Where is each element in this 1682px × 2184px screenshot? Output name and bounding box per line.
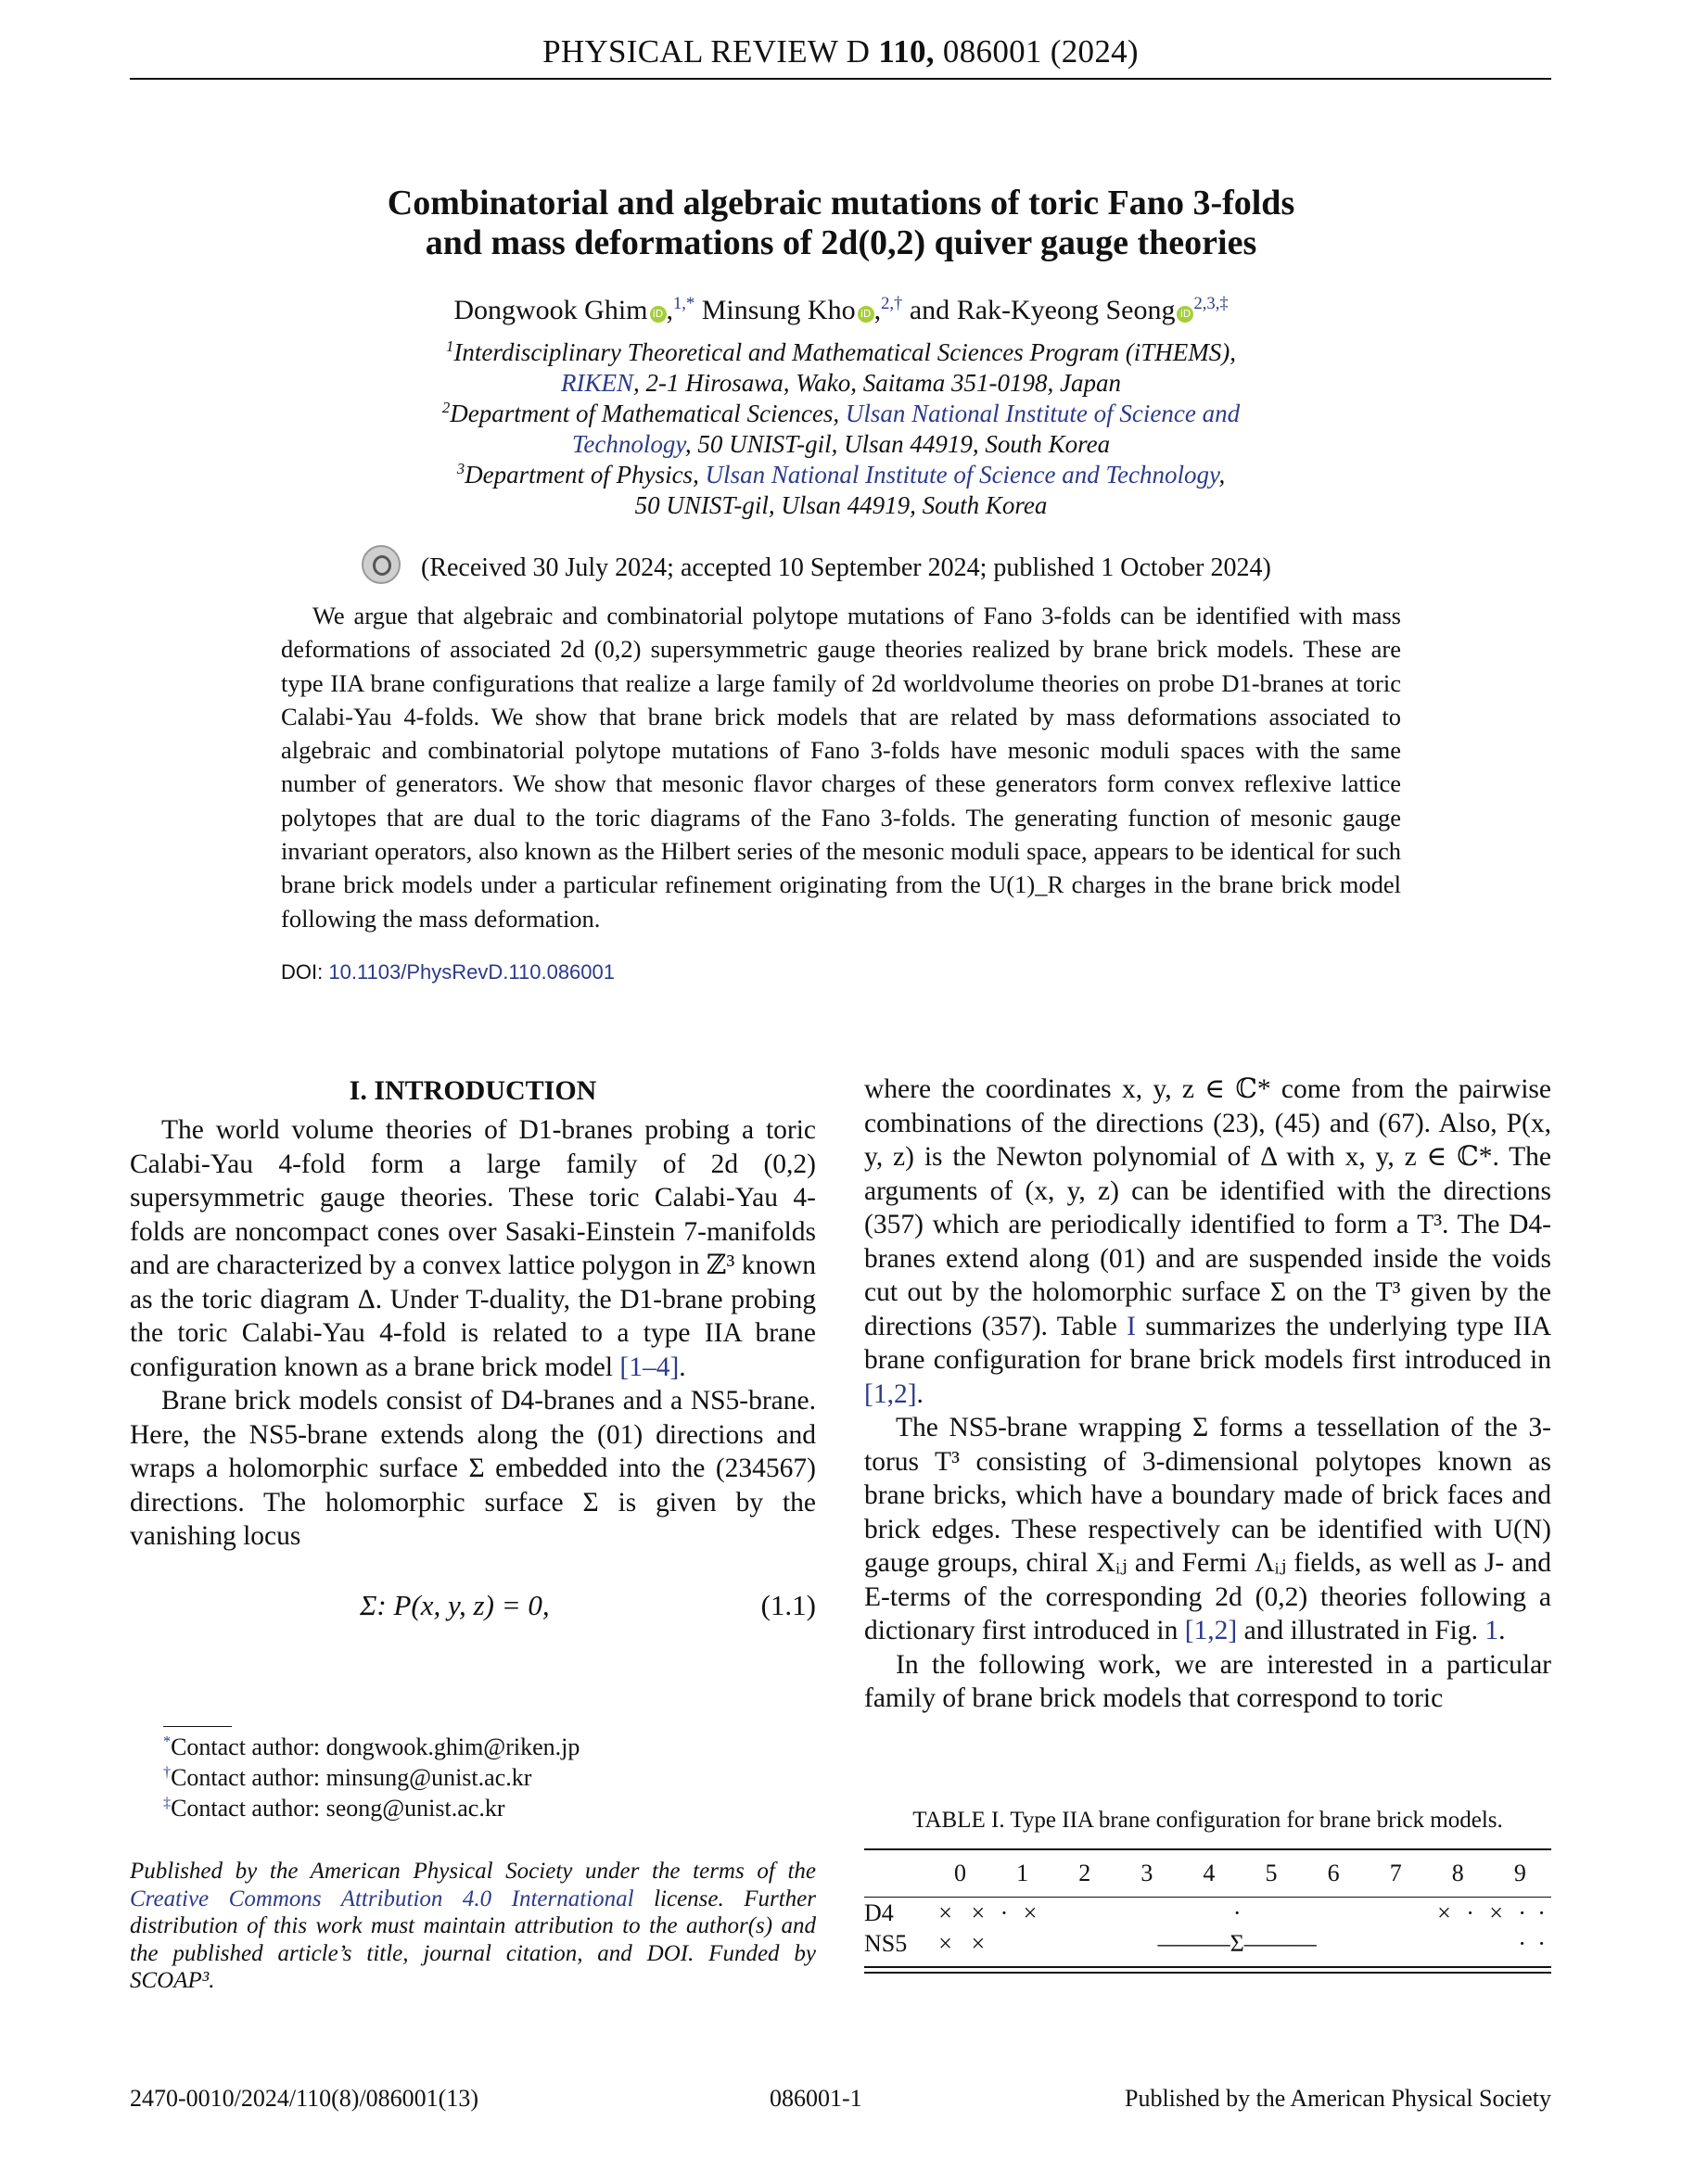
citation-link[interactable]: [1,2]: [864, 1378, 917, 1409]
orcid-icon[interactable]: iD: [650, 306, 667, 323]
table-cell: [995, 1928, 1014, 1959]
footer-issn: 2470-0010/2024/110(8)/086001(13): [130, 2085, 478, 2112]
table-header-row: [864, 1850, 1551, 1897]
journal-volume: 110,: [878, 33, 935, 70]
table-caption: TABLE I. Type IIA brane configuration for brane brick models.: [912, 1808, 1503, 1833]
footnote: †Contact author: minsung@unist.ac.kr: [163, 1764, 532, 1791]
table-cell: ·: [1466, 1898, 1474, 1926]
table-cell: [1460, 1928, 1480, 1959]
authors-and: and: [909, 295, 950, 325]
author-affiliation-marker[interactable]: 1,*: [673, 294, 695, 313]
affiliation-1: $^1$Interdisciplinary Theoretical and Mathematical Sciences Program (iTHEMS), RIKEN, 2-1 Hirosawa, Wako, Saitama 351-0198, Japan: [446, 337, 1236, 397]
right-column: [864, 1073, 1551, 1716]
affiliations: [278, 337, 1404, 521]
table-cell: ×: [1023, 1898, 1038, 1926]
footnote-divider: [163, 1726, 232, 1727]
table-ref-link[interactable]: I: [1127, 1311, 1136, 1341]
affiliation-link[interactable]: Ulsan National Institute of Science and: [845, 400, 1241, 427]
table-cell: ×: [938, 1898, 952, 1926]
equation-body: Σ: P(x, y, z) = 0,: [360, 1588, 550, 1621]
column-header: 2: [1078, 1860, 1091, 1886]
brane-config-table: [864, 1850, 1551, 1897]
right-paragraph-2: The NS5-brane wrapping Σ forms a tessellation of the 3-torus T³ consisting of 3-dimensional polytopes known as brane bricks, which have a boundary made of brick faces and brick edges. These respectively can be identified with U(N) gauge groups, chiral Xᵢⱼ and Fermi Λᵢⱼ fields, as well as J- and E-terms of the corresponding 2d (0,2) theories following a dictionary first introduced in [1,2] and illustrated in Fig. 1.: [864, 1413, 1551, 1645]
author-name[interactable]: Minsung Kho: [701, 295, 856, 325]
column-header: 6: [1327, 1860, 1340, 1886]
footer-publisher: Published by the American Physical Society: [1125, 2085, 1551, 2112]
table-cell: ×: [971, 1929, 986, 1957]
column-header: 1: [1016, 1860, 1029, 1886]
license-link[interactable]: Creative Commons Attribution 4.0 International: [130, 1886, 634, 1911]
column-header: 7: [1389, 1860, 1402, 1886]
affiliation-3: $^3$Department of Physics, Ulsan National Institute of Science and Technology, 50 UNIST-gil, Ulsan 44919, South Korea: [456, 460, 1226, 519]
publication-dates: (Received 30 July 2024; accepted 10 September 2024; published 1 October 2024): [362, 545, 1320, 584]
table-cell: ·: [1537, 1929, 1546, 1957]
section-heading: I. INTRODUCTION: [349, 1075, 597, 1106]
author-list: Dongwook Ghim iD ,$^{1,*}$ Minsung Kho iD ,$^{2,\dagger}$ and Rak-Kyeong Seong $iD^{2,3,\ddagger}$: [453, 294, 1229, 325]
footnote: ‡Contact author: seong@unist.ac.kr: [163, 1795, 505, 1822]
intro-paragraph-1: The world volume theories of D1-branes probing a toric Calabi-Yau 4-fold form a large family of 2d (0,2) supersymmetric gauge theories. These toric Calabi-Yau 4-folds are noncompact cones over Sasaki-Einstein 7-manifolds and are characterized by a convex lattice polygon in ℤ³ known as the toric diagram Δ. Under T-duality, the D1-brane probing the toric Calabi-Yau 4-fold is related to a type IIA brane configuration known as a brane brick model [1–4].: [130, 1115, 816, 1382]
column-header: 8: [1451, 1860, 1464, 1886]
journal-name: PHYSICAL REVIEW D: [542, 33, 871, 70]
table-cell: ·: [1000, 1898, 1009, 1926]
row-label: D4: [864, 1898, 894, 1926]
table-cell: ·: [1232, 1898, 1242, 1926]
table-row: [864, 1898, 1551, 1928]
table-bottom-rule-2: [864, 1972, 1551, 1974]
doi-line: [281, 960, 615, 984]
table-cell: ·: [1537, 1898, 1546, 1926]
column-header: 3: [1140, 1860, 1153, 1886]
table-cell: ———Σ———: [1157, 1929, 1317, 1957]
header-divider: [130, 78, 1551, 80]
footer-page-number: 086001-1: [770, 2085, 862, 2112]
column-header: 5: [1265, 1860, 1278, 1886]
table-cell: ×: [971, 1898, 986, 1926]
citation-link[interactable]: [1–4]: [619, 1352, 680, 1382]
right-paragraph-1: where the coordinates x, y, z ∈ ℂ* come from the pairwise combinations of the directions (23), (45) and (67). Also, P(x, y, z) is the Newton polynomial of Δ with x, y, z ∈ ℂ*. The arguments of (x, y, z) can be identified with the directions (357) which are periodically identified to form a T³. The D4-branes extend along (01) and are suspended inside the voids cut out by the holomorphic surface Σ on the T³ given by the directions (357). Table I summarizes the underlying type IIA brane configuration for brane brick models first introduced in [1,2].: [864, 1074, 1551, 1409]
author-affiliation-marker[interactable]: 2,3,‡: [1193, 294, 1229, 313]
table-cell: ·: [1518, 1898, 1526, 1926]
citation-link[interactable]: [1,2]: [1184, 1616, 1238, 1645]
doi-label: DOI:: [281, 960, 324, 984]
title-line-1: Combinatorial and algebraic mutations of toric Fano 3-folds: [387, 184, 1295, 222]
row-label: NS5: [864, 1929, 908, 1957]
table-1: [864, 1808, 1551, 1974]
journal-header: [130, 33, 1551, 70]
doi-link[interactable]: 10.1103/PhysRevD.110.086001: [328, 960, 615, 984]
crossmark-icon[interactable]: [362, 545, 401, 584]
author-name[interactable]: Dongwook Ghim: [453, 295, 648, 325]
license-notice: Published by the American Physical Society under the terms of the Creative Commons Attribution 4.0 International license. Further distribution of this work must maintain attribution to the author(s) and the published article’s title, journal citation, and DOI. Funded by SCOAP³.: [130, 1859, 816, 1993]
article-number: 086001 (2024): [942, 33, 1139, 70]
table-cell: ×: [1437, 1898, 1451, 1926]
table-cell: [1013, 1928, 1046, 1959]
table-cell: [1428, 1928, 1460, 1959]
orcid-icon[interactable]: iD: [858, 306, 874, 323]
affiliation-2: $^2$Department of Mathematical Sciences, Ulsan National Institute of Science and Technology, 50 UNIST-gil, Ulsan 44919, South Korea: [441, 399, 1241, 458]
column-header: 4: [1203, 1860, 1216, 1886]
affiliation-link[interactable]: Ulsan National Institute of Science and Technology: [705, 461, 1219, 489]
figure-ref-link[interactable]: 1: [1484, 1616, 1499, 1645]
column-header: 0: [954, 1860, 967, 1886]
left-column: [130, 1073, 816, 1641]
title-line-2: and mass deformations of 2d(0,2) quiver gauge theories: [425, 223, 1257, 262]
orcid-icon[interactable]: iD: [1177, 306, 1193, 323]
affiliation-link[interactable]: RIKEN: [561, 369, 633, 397]
right-paragraph-3: In the following work, we are interested in a particular family of brane brick models that correspond to toric: [864, 1649, 1551, 1713]
footnotes: [163, 1732, 812, 1823]
intro-paragraph-2: Brane brick models consist of D4-branes and a NS5-brane. Here, the NS5-brane extends along the (01) directions and wraps a holomorphic surface Σ embedded into the (234567) directions. The holomorphic surface Σ is given by the vanishing locus: [130, 1386, 816, 1551]
affiliation-link[interactable]: Technology: [571, 430, 685, 458]
table-cell: ×: [938, 1929, 952, 1957]
abstract: We argue that algebraic and combinatorial polytope mutations of Fano 3-folds can be identified with mass deformations of associated 2d (0,2) supersymmetric gauge theories realized by brane brick models. These are type IIA brane configurations that realize a large family of 2d worldvolume theories on probe D1-branes at toric Calabi-Yau 4-folds. We show that brane brick models that are related by mass deformations associated to algebraic and combinatorial polytope mutations of Fano 3-folds have mesonic moduli spaces with the same number of generators. We show that mesonic flavor charges of these generators form convex reflexive lattice polytopes that are dual to the toric diagrams of the Fano 3-folds. The generating function of mesonic gauge invariant operators, also known as the Hilbert series of the mesonic moduli space, appears to be identical for such brane brick models under a particular refinement originating from the U(1)_R charges in the brane brick model following the mass deformation.: [281, 602, 1401, 933]
column-header: 9: [1513, 1860, 1526, 1886]
footnote: *Contact author: dongwook.ghim@riken.jp: [163, 1733, 580, 1760]
table-bottom-rule: [864, 1966, 1551, 1968]
table-cell: [1480, 1928, 1512, 1959]
author-name[interactable]: Rak-Kyeong Seong: [956, 295, 1176, 325]
author-affiliation-marker[interactable]: 2,†: [881, 294, 903, 313]
equation-number: (1.1): [760, 1588, 816, 1621]
table-row: [864, 1928, 1551, 1959]
brane-config-table-body: [864, 1898, 1551, 1959]
paper-title: [278, 184, 1404, 263]
table-cell: ·: [1518, 1929, 1526, 1957]
table-cell: ×: [1489, 1898, 1503, 1926]
equation-1-1: [130, 1576, 816, 1641]
